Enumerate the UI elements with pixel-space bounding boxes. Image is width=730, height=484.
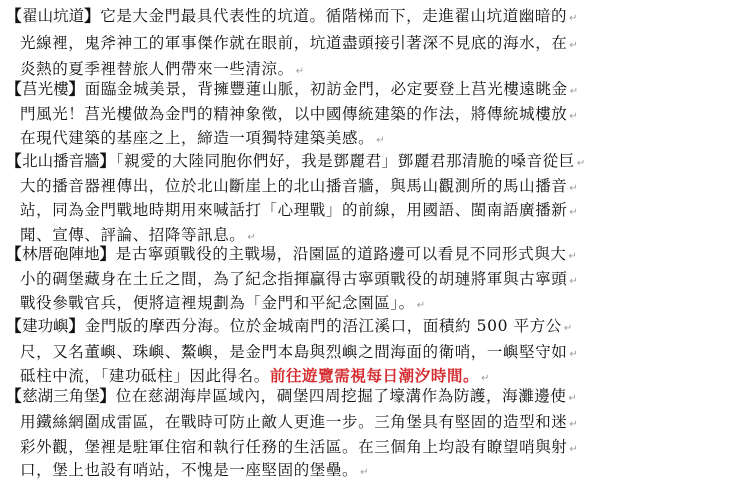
entry-line (6, 78, 579, 100)
paragraph-mark-icon: ↵ (568, 251, 578, 262)
close-bracket: 】 (68, 80, 85, 98)
paragraph-mark-icon: ↵ (416, 300, 426, 311)
entry-line (20, 58, 305, 80)
entry-text: 門風光！莒光樓做為金門的精神象徵，以中國傳統建築的作法，將傳統城樓放 (20, 105, 568, 123)
paragraph-mark-icon: ↵ (247, 232, 257, 243)
paragraph-mark-icon: ↵ (569, 183, 579, 194)
entry-text: 用鐵絲網圍成雷區，在戰時可防止敵人更進一步。三角堡具有堅固的造型和迷 (20, 413, 568, 431)
entry-line (20, 292, 426, 314)
paragraph-mark-icon: ↵ (569, 207, 579, 218)
close-bracket: 】 (99, 152, 116, 170)
entry-line (6, 385, 578, 407)
paragraph-mark-icon: ↵ (360, 467, 370, 478)
entry-text: 光線裡，鬼斧神工的軍事傑作就在眼前，坑道盡頭接引著深不見底的海水，在 (20, 34, 568, 52)
paragraph-mark-icon: ↵ (563, 323, 573, 334)
entry-text: 位在慈湖海岸區域內，碉堡四周挖掘了壕溝作為防護，海灘邊使 (115, 387, 567, 405)
paragraph-mark-icon: ↵ (376, 135, 386, 146)
entry-text: 它是大金門最具代表性的坑道。循階梯而下，走進翟山坑道幽暗的 (100, 7, 568, 25)
entry-title: 莒光樓 (22, 80, 69, 98)
open-bracket: 【 (6, 7, 23, 25)
entry-text: 砥柱中流，「建功砥柱」因此得名。 (20, 367, 270, 385)
entry-text: 聞、宣傳、評論、招降等訊息。 (20, 226, 246, 244)
entry-title: 慈湖三角堡 (22, 387, 100, 405)
entry-line (20, 411, 578, 433)
entry-text: 大的播音器裡傳出，位於北山斷崖上的北山播音牆，與馬山觀測所的馬山播音 (20, 177, 568, 195)
entry-title: 林厝砲陣地 (22, 245, 100, 263)
entry-text: 在現代建築的基座之上，締造一項獨特建築美感。 (20, 129, 375, 147)
entry-line (20, 175, 578, 197)
entry-line (6, 243, 578, 265)
paragraph-mark-icon: ↵ (569, 419, 579, 430)
entry-text: 口，堡上也設有哨站，不愧是一座堅固的堡壘。 (20, 461, 359, 479)
paragraph-mark-icon: ↵ (481, 373, 491, 384)
entry-line (20, 32, 578, 54)
open-bracket: 【 (6, 387, 23, 405)
open-bracket: 【 (6, 317, 23, 335)
entry-line (20, 341, 578, 363)
entry-line (20, 365, 490, 387)
entry-line (6, 315, 573, 337)
entry-text: 「親愛的大陸同胞你們好，我是鄧麗君」鄧麗君那清脆的嗓音從巨 (115, 152, 575, 170)
entry-title: 北山播音牆 (22, 152, 100, 170)
entry-line (20, 127, 385, 149)
entry-text: 彩外觀，堡裡是駐軍住宿和執行任務的生活區。在三個角上均設有瞭望哨與射 (20, 438, 568, 456)
paragraph-mark-icon: ↵ (295, 66, 305, 77)
paragraph-mark-icon: ↵ (569, 276, 579, 287)
close-bracket: 】 (68, 317, 85, 335)
entry-title: 翟山坑道 (22, 7, 85, 25)
close-bracket: 】 (84, 7, 101, 25)
open-bracket: 【 (6, 152, 23, 170)
open-bracket: 【 (6, 245, 23, 263)
entry-text: 金門版的摩西分海。位於金城南門的浯江溪口，面積約 500 平方公 (84, 317, 562, 335)
entry-text: 是古寧頭戰役的主戰場，沿園區的道路邊可以看見不同形式與大 (115, 245, 567, 263)
paragraph-mark-icon: ↵ (569, 40, 579, 51)
close-bracket: 】 (99, 387, 116, 405)
entry-text: 面臨金城美景，背擁豐蓮山脈，初訪金門，必定要登上莒光樓遠眺金 (84, 80, 568, 98)
entry-line (20, 103, 578, 125)
entry-line (6, 150, 586, 172)
entry-title: 建功嶼 (22, 317, 69, 335)
entry-text: 尺，又名董嶼、珠嶼、鰲嶼，是金門本島與烈嶼之間海面的衛哨，一嶼堅守如 (20, 343, 568, 361)
entry-text: 站，同為金門戰地時期用來喊話打「心理戰」的前線，用國語、閩南語廣播新 (20, 201, 568, 219)
open-bracket: 【 (6, 80, 23, 98)
entry-line (20, 199, 578, 221)
paragraph-mark-icon: ↵ (576, 158, 586, 169)
entry-text: 小的碉堡藏身在土丘之間，為了紀念指揮贏得古寧頭戰役的胡璉將軍與古寧頭 (20, 270, 568, 288)
paragraph-mark-icon: ↵ (569, 13, 579, 24)
paragraph-mark-icon: ↵ (568, 393, 578, 404)
entry-text: 炎熱的夏季裡替旅人們帶來一些清涼。 (20, 60, 294, 78)
paragraph-mark-icon: ↵ (569, 444, 579, 455)
paragraph-mark-icon: ↵ (569, 349, 579, 360)
tide-warning-text: 前往遊覽需視每日潮汐時間。 (269, 366, 480, 385)
entry-line (20, 436, 578, 458)
entry-line (6, 5, 578, 27)
entry-text: 戰役參戰官兵，便將這裡規劃為「金門和平紀念園區」。 (20, 294, 415, 312)
close-bracket: 】 (99, 245, 116, 263)
entry-line (20, 459, 369, 481)
paragraph-mark-icon: ↵ (569, 86, 579, 97)
entry-line (20, 268, 578, 290)
paragraph-mark-icon: ↵ (569, 111, 579, 122)
